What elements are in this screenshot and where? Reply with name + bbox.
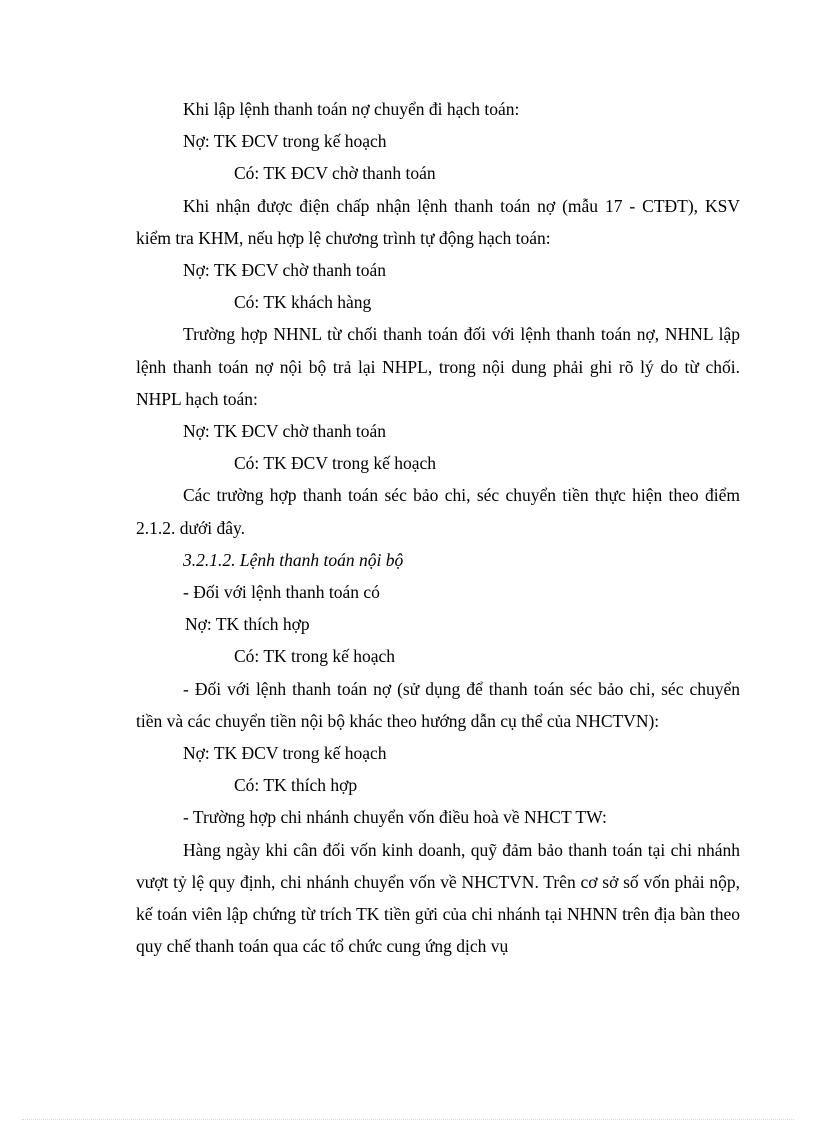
paragraph: Trường hợp NHNL từ chối thanh toán đối với lệnh thanh toán nợ, NHNL lập lệnh thanh toán nợ nội bộ trả lại NHPL, trong nội dung phải ghi rõ lý do từ chối. NHPL hạch toán: [136, 324, 740, 409]
paragraph: Khi nhận được điện chấp nhận lệnh thanh toán nợ (mẫu 17 - CTĐT), KSV kiểm tra KHM, nếu hợp lệ chương trình tự động hạch toán: [136, 195, 740, 248]
paragraph: - Đối với lệnh thanh toán nợ (sử dụng để thanh toán séc bảo chi, séc chuyển tiền và các chuyển tiền nội bộ khác theo hướng dẫn cụ thể của NHCTVN): [136, 678, 740, 731]
debit-entry: Nợ: TK thích hợp [185, 614, 310, 635]
text-line: - Trường hợp chi nhánh chuyển vốn điều hoà về NHCT TW: [183, 807, 607, 828]
text-line: Khi lập lệnh thanh toán nợ chuyển đi hạch toán: [183, 99, 520, 119]
debit-entry: Nợ: TK ĐCV trong kế hoạch [183, 131, 387, 152]
credit-entry: Có: TK ĐCV chờ thanh toán [234, 163, 436, 184]
credit-entry: Có: TK trong kế hoạch [234, 646, 396, 667]
section-heading: 3.2.1.2. Lệnh thanh toán nội bộ [183, 549, 404, 570]
credit-entry: Có: TK thích hợp [234, 775, 358, 796]
page-bottom-divider [22, 1119, 794, 1120]
paragraph: Các trường hợp thanh toán séc bảo chi, séc chuyển tiền thực hiện theo điểm 2.1.2. dưới đây. [136, 485, 740, 538]
credit-entry: Có: TK khách hàng [234, 292, 372, 313]
credit-entry: Có: TK ĐCV trong kế hoạch [234, 453, 437, 474]
text-line: - Đối với lệnh thanh toán có [183, 582, 380, 603]
debit-entry: Nợ: TK ĐCV chờ thanh toán [183, 421, 387, 442]
debit-entry: Nợ: TK ĐCV trong kế hoạch [183, 743, 387, 764]
document-body [136, 93, 740, 962]
paragraph: Hàng ngày khi cân đối vốn kinh doanh, quỹ đảm bảo thanh toán tại chi nhánh vượt tỷ lệ quy định, chi nhánh chuyển vốn về NHCTVN. Trên cơ sở số vốn phải nộp, kế toán viên lập chứng từ trích TK tiền gửi của chi nhánh tại NHNN trên địa bàn theo quy chế thanh toán qua các tổ chức cung ứng dịch vụ [136, 839, 740, 957]
debit-entry: Nợ: TK ĐCV chờ thanh toán [183, 260, 387, 281]
